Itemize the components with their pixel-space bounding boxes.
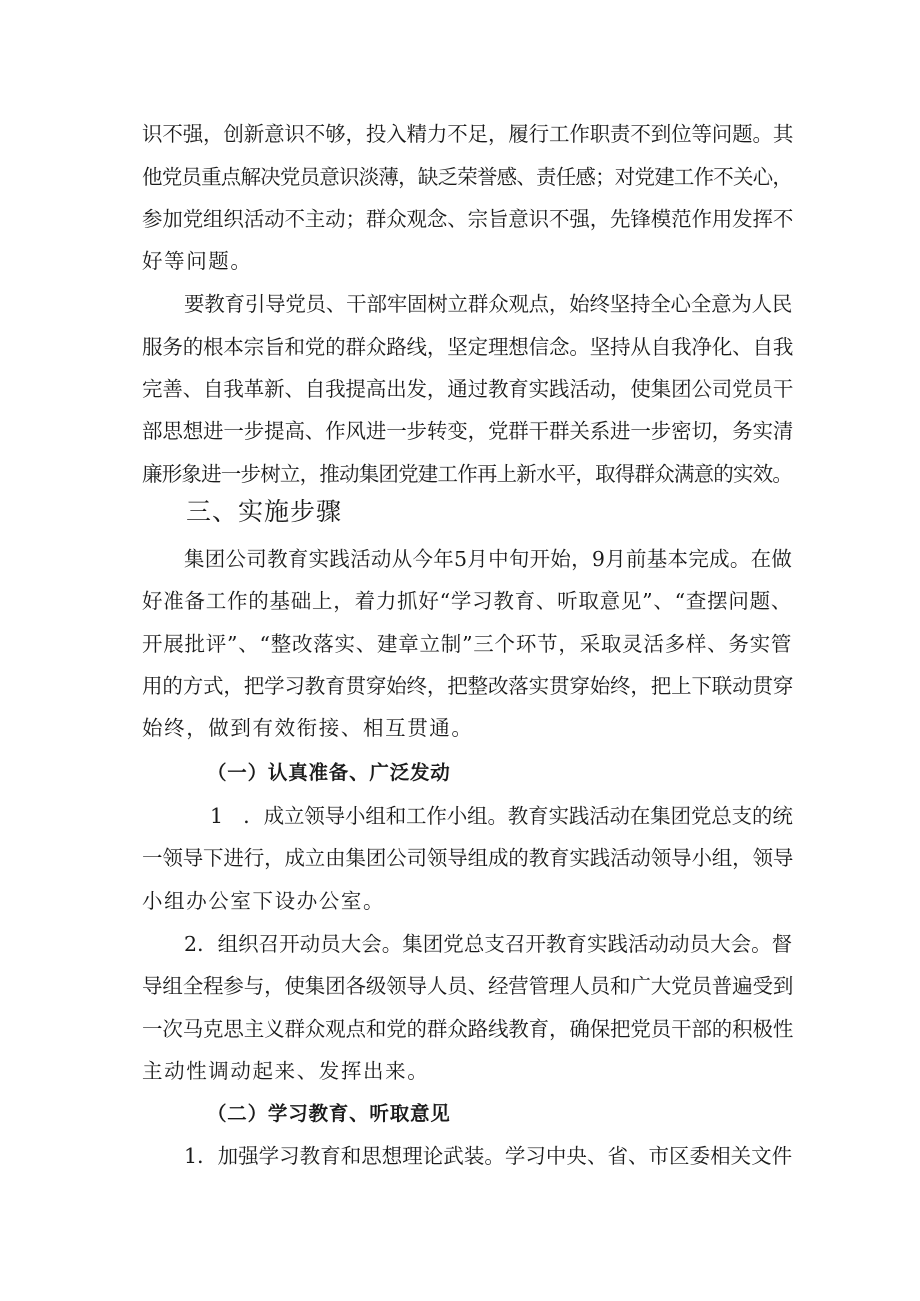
paragraph-line: 参加党组织活动不主动；群众观念、宗旨意识不强，先锋模范作用发挥不 — [142, 207, 794, 231]
paragraph-line: 集团公司教育实践活动从今年5月中旬开始，9月前基本完成。在做 — [184, 547, 792, 571]
paragraph-line: 要教育引导党员、干部牢固树立群众观点，始终坚持全心全意为人民 — [184, 292, 792, 316]
paragraph-line: 2．组织召开动员大会。集团党总支召开教育实践活动动员大会。督 — [184, 932, 792, 956]
paragraph-line: 他党员重点解决党员意识淡薄，缺乏荣誉感、责任感；对党建工作不关心， — [142, 165, 792, 189]
paragraph-line: 始终，做到有效衔接、相互贯通。 — [142, 716, 474, 740]
paragraph-line: 开展批评”、“整改落实、建章立制”三个环节，采取灵活多样、务实管 — [142, 632, 792, 656]
paragraph-line: 1 ．成立领导小组和工作小组。教育实践活动在集团党总支的统 — [210, 804, 793, 828]
paragraph-line: 1．加强学习教育和思想理论武装。学习中央、省、市区委相关文件 — [184, 1144, 792, 1168]
paragraph-line: 完善、自我革新、自我提高出发，通过教育实践活动，使集团公司党员干 — [142, 377, 794, 401]
paragraph-line: 小组办公室下设办公室。 — [142, 889, 386, 913]
paragraph-line: 用的方式，把学习教育贯穿始终，把整改落实贯穿始终，把上下联动贯穿 — [142, 674, 794, 698]
paragraph-line: 好等问题。 — [142, 249, 253, 273]
paragraph-line: 部思想进一步提高、作风进一步转变，党群干群关系进一步密切，务实清 — [142, 419, 794, 443]
section-heading: 三、实施步骤 — [186, 497, 343, 526]
paragraph-line: 好准备工作的基础上，着力抓好“学习教育、听取意见”、“查摆问题、 — [142, 589, 792, 613]
paragraph-line: 服务的根本宗旨和党的群众路线，坚定理想信念。坚持从自我净化、自我 — [142, 335, 794, 359]
paragraph-line: 主动性调动起来、发挥出来。 — [142, 1059, 430, 1083]
paragraph-line: 一次马克思主义群众观点和党的群众路线教育，确保把党员干部的积极性 — [142, 1017, 794, 1041]
paragraph-line: 廉形象进一步树立，推动集团党建工作再上新水平，取得群众满意的实效。 — [142, 462, 792, 486]
subsection-heading: （二）学习教育、听取意见 — [207, 1102, 451, 1125]
paragraph-line: 识不强，创新意识不够，投入精力不足，履行工作职责不到位等问题。其 — [142, 122, 794, 146]
subsection-heading: （一）认真准备、广泛发动 — [207, 761, 451, 784]
paragraph-line: 一领导下进行，成立由集团公司领导组成的教育实践活动领导小组，领导 — [142, 846, 794, 870]
paragraph-line: 导组全程参与，使集团各级领导人员、经营管理人员和广大党员普遍受到 — [142, 974, 794, 998]
